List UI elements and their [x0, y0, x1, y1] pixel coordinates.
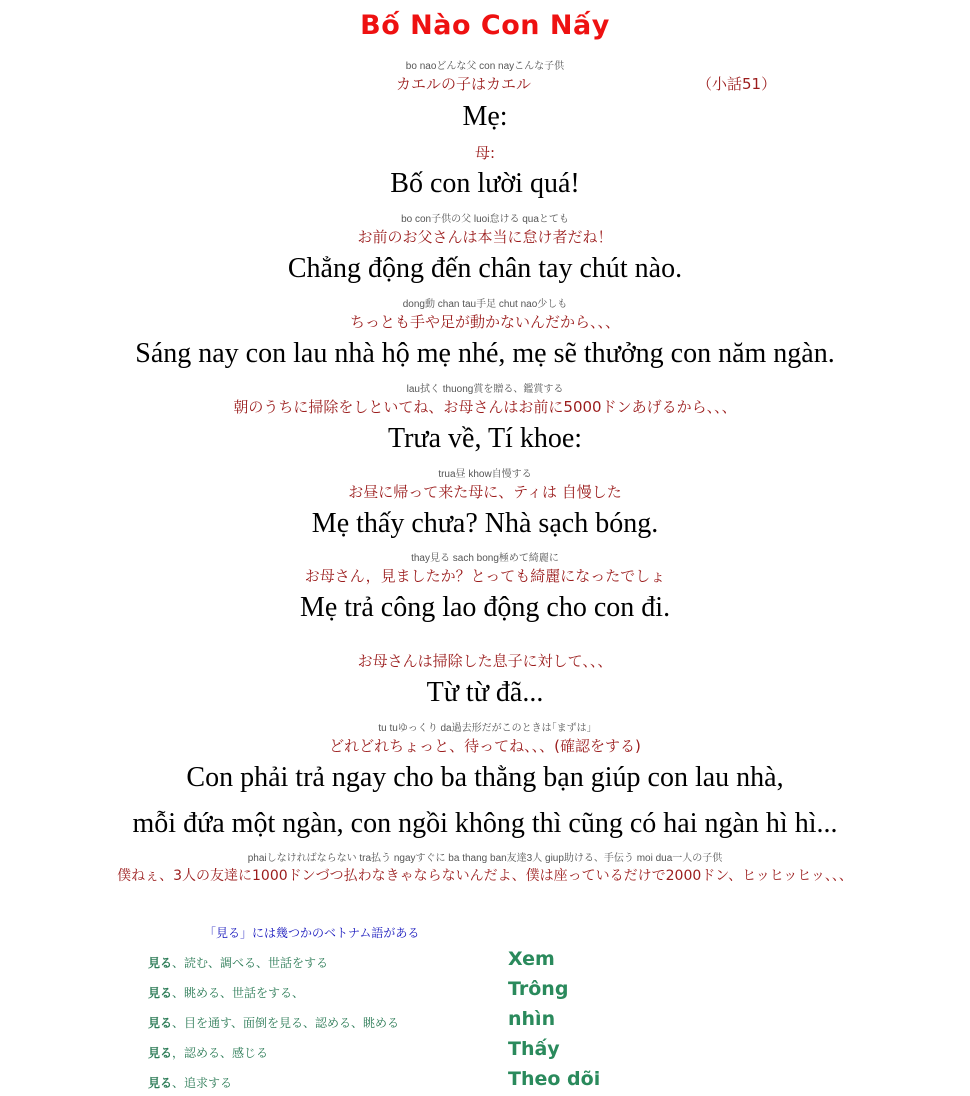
vietnamese-line: Mẹ: [462, 101, 508, 132]
vocab-vietnamese: nhìn [508, 1008, 556, 1030]
word-gloss: trua昼 khow自慢する [438, 469, 532, 480]
word-gloss: dong動 chan tau手足 chut nao少しも [402, 299, 568, 310]
vietnamese-line: Mẹ trả công lao động cho con đi. [299, 592, 671, 623]
vietnamese-line: Chẳng động đến chân tay chút nào. [287, 253, 683, 284]
japanese-translation: お母さんは掃除した息子に対して、、、 [357, 652, 613, 670]
story-number: （小話51） [697, 75, 777, 93]
vietnamese-line: mỗi đứa một ngàn, con ngồi không thì cũng có hai ngàn hì hì... [132, 808, 838, 839]
vietnamese-line: Bố con lười quá! [390, 168, 580, 199]
vocab-note: 「見る」には幾つかのベトナム語がある [204, 926, 420, 940]
vietnamese-line: Mẹ thấy chưa? Nhà sạch bóng. [311, 508, 659, 539]
japanese-translation: 朝のうちに掃除をしといてね、お母さんはお前に5000ドンあげるから、、、 [233, 398, 737, 416]
japanese-translation: お母さん，見ましたか？とっても綺麗になったでしょ [304, 567, 666, 585]
vocab-japanese: 見る、眺める、世話をする、 [148, 986, 305, 1000]
japanese-translation: お昼に帰って来た母に、ティは 自慢した [348, 483, 622, 501]
word-gloss: tu tuゆっくり da過去形だがこのときは｢まずは｣ [378, 723, 592, 734]
vocab-japanese: 見る、目を通す、面倒を見る、認める、眺める [148, 1016, 400, 1030]
vocab-row [148, 1038, 908, 1066]
word-gloss: bo con子供の父 luoi怠ける quaとても [401, 214, 569, 225]
vietnamese-line: Sáng nay con lau nhà hộ mẹ nhé, mẹ sẽ thưởng con năm ngàn. [135, 338, 835, 369]
vocab-row [148, 978, 908, 1006]
vocab-vietnamese: Theo dõi [508, 1068, 601, 1090]
japanese-translation: どれどれちょっと、待ってね、、、(確認をする) [329, 737, 641, 755]
vocab-vietnamese: Trông [508, 978, 569, 1000]
vocab-japanese: 見る、読む、調べる、世話をする [148, 956, 329, 970]
japanese-translation: 母: [474, 144, 496, 162]
vocab-japanese: 見る、追求する [148, 1076, 233, 1090]
story-title: Bố Nào Con Nấy [360, 10, 610, 41]
vocab-row [148, 948, 908, 976]
vietnamese-line: Từ từ đã... [426, 677, 544, 708]
japanese-translation: 僕ねぇ、3人の友達に1000ドンづつ払わなきゃならないんだよ、僕は座っているだけで2000ドン、ヒッヒッヒッ、、、 [117, 868, 853, 884]
proverb-japanese: カエルの子はカエル [396, 75, 532, 93]
word-gloss: lau拭く thuong賞を贈る、鑑賞する [406, 384, 564, 395]
word-gloss: thay見る sach bong極めて綺麗に [411, 553, 559, 564]
title-gloss: bo naoどんな父 con nayこんな子供 [405, 61, 565, 72]
japanese-translation: お前のお父さんは本当に怠け者だね！ [357, 228, 613, 246]
japanese-translation: ちっとも手や足が動かないんだから、、、 [349, 313, 620, 331]
vietnamese-line: Trưa về, Tí khoe: [387, 423, 583, 454]
vocab-vietnamese: Xem [508, 948, 555, 970]
vietnamese-line: Con phải trả ngay cho ba thằng bạn giúp con lau nhà, [186, 762, 784, 793]
vocab-japanese: 見る，認める、感じる [148, 1046, 269, 1060]
vocab-vietnamese: Thấy [508, 1038, 560, 1060]
vocab-row [148, 1008, 908, 1036]
vocab-row [148, 1068, 908, 1096]
word-gloss: phaiしなければならない tra払う ngayすぐに ba thang ban友達3人 giup助ける、手伝う moi dua一人の子供 [247, 853, 723, 864]
